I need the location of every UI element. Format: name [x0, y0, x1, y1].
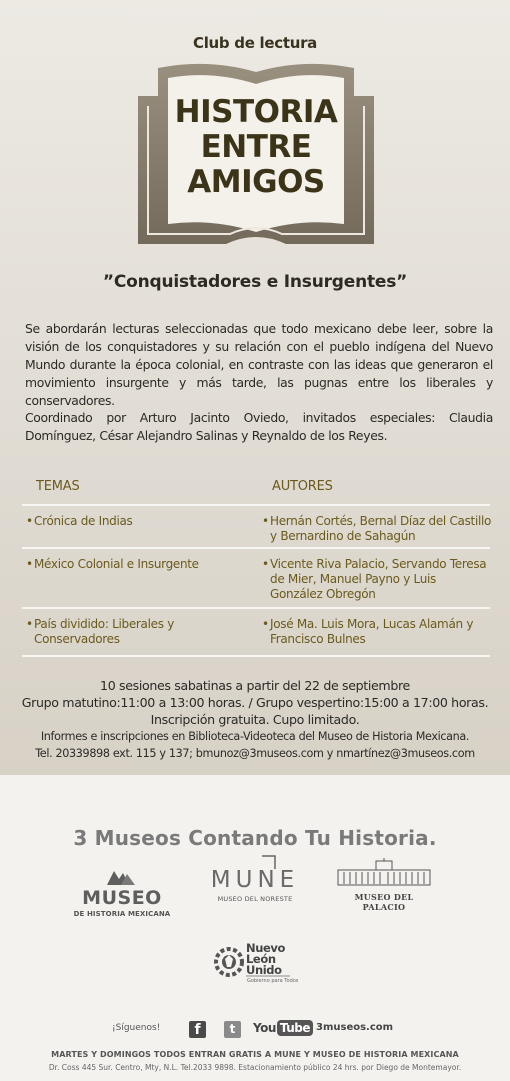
event-subtitle: ”Conquistadores e Insurgentes” [102, 272, 408, 292]
website-link[interactable]: 3museos.com [316, 1022, 394, 1033]
twitter-icon[interactable]: t [224, 1021, 241, 1038]
table-row-tema: • México Colonial e Insurgente [26, 557, 199, 571]
bullet-icon: • [262, 514, 269, 528]
table-row-autor: • Hernán Cortés, Bernal Díaz del Castillo y Bernardino de Sahagún [262, 514, 492, 543]
bullet-icon: • [262, 617, 269, 631]
corner-mark-icon [262, 855, 278, 869]
contact-place-text: Informes e inscripciones en Biblioteca-Videoteca del Museo de Historia Mexicana. [40, 730, 470, 743]
description-paragraph: Se abordarán lecturas seleccionadas que todo mexicano debe leer, sobre la visión de los conquistadores y su relación con el pueblo indígena del Nuevo Mundo durante la época colonial, en contraste con las ideas que generaron el movimiento insurgente y más tarde, las pugnas entre los liberales y conservadores. [25, 321, 493, 408]
follow-label: ¡Síguenos! [112, 1023, 161, 1033]
palacio-logo-sub: MUSEO DEL PALACIO [354, 892, 414, 912]
registration-text: Inscripción gratuita. Cupo limitado. [150, 712, 360, 727]
column-header-temas: TEMAS [36, 479, 80, 494]
bullet-icon: • [262, 557, 269, 571]
book-title [138, 95, 374, 200]
nuevo-leon-logo-text: Nuevo León Unido [246, 941, 286, 977]
bullet-icon: • [26, 514, 33, 528]
table-row-autor: • José Ma. Luis Mora, Lucas Alamán y Francisco Bulnes [262, 617, 474, 646]
bullet-icon: • [26, 617, 33, 631]
mune-logo-sub: MUSEO DEL NORESTE [217, 895, 293, 903]
table-row-autor: • Vicente Riva Palacio, Servando Teresa de Mier, Manuel Payno y Luis González Obregón [262, 557, 487, 601]
schedule-text: Grupo matutino:11:00 a 13:00 horas. / Grupo vespertino:15:00 a 17:00 horas. [21, 695, 489, 710]
mhm-logo-sub: DE HISTORIA MEXICANA [73, 910, 171, 918]
mune-logo-main: MUNE [210, 867, 300, 893]
palace-building-icon [336, 858, 432, 886]
bullet-icon: • [26, 557, 33, 571]
facebook-icon[interactable]: f [189, 1021, 206, 1038]
column-header-autores: AUTORES [272, 479, 333, 494]
museo-historia-mexicana-logo[interactable] [72, 868, 172, 918]
sessions-text: 10 sesiones sabatinas a partir del 22 de septiembre [100, 678, 410, 693]
table-divider [22, 607, 490, 609]
title-line: HISTORIA [174, 94, 338, 130]
table-divider [22, 655, 490, 657]
coordinator-paragraph: Coordinado por Arturo Jacinto Oviedo, invitados especiales: Claudia Domínguez, César Alejandro Salinas y Reynaldo de los Reyes. [25, 410, 493, 443]
youtube-icon[interactable]: You Tube [253, 1021, 313, 1038]
mhm-logo-main: MUSEO [72, 868, 172, 908]
museums-slogan: 3 Museos Contando Tu Historia. [73, 826, 437, 850]
title-line: AMIGOS [187, 164, 325, 200]
free-entry-notice: MARTES Y DOMINGOS TODOS ENTRAN GRATIS A MUNE Y MUSEO DE HISTORIA MEXICANA [51, 1050, 459, 1059]
title-line: ENTRE [200, 129, 312, 165]
table-row-tema: • Crónica de Indias [26, 514, 133, 528]
table-row-tema: • País dividido: Liberales y Conservadores [26, 617, 174, 646]
mountain-icon [107, 868, 137, 886]
museo-palacio-logo[interactable] [334, 858, 434, 912]
mune-logo[interactable] [205, 855, 305, 903]
nuevo-leon-tagline: Gobierno para Todos [247, 978, 299, 984]
event-info [0, 677, 510, 762]
table-divider [22, 504, 490, 506]
social-links [0, 1021, 510, 1039]
table-divider [22, 547, 490, 549]
club-label: Club de lectura [193, 34, 317, 52]
address-line: Dr. Coss 445 Sur. Centro, Mty, N.L. Tel.2033 9898. Estacionamiento público 24 hrs. por Diego de Montemayor. [48, 1063, 462, 1072]
contact-phone-text: Tel. 20339898 ext. 115 y 137; bmunoz@3museos.com y nmartínez@3museos.com [35, 747, 475, 760]
